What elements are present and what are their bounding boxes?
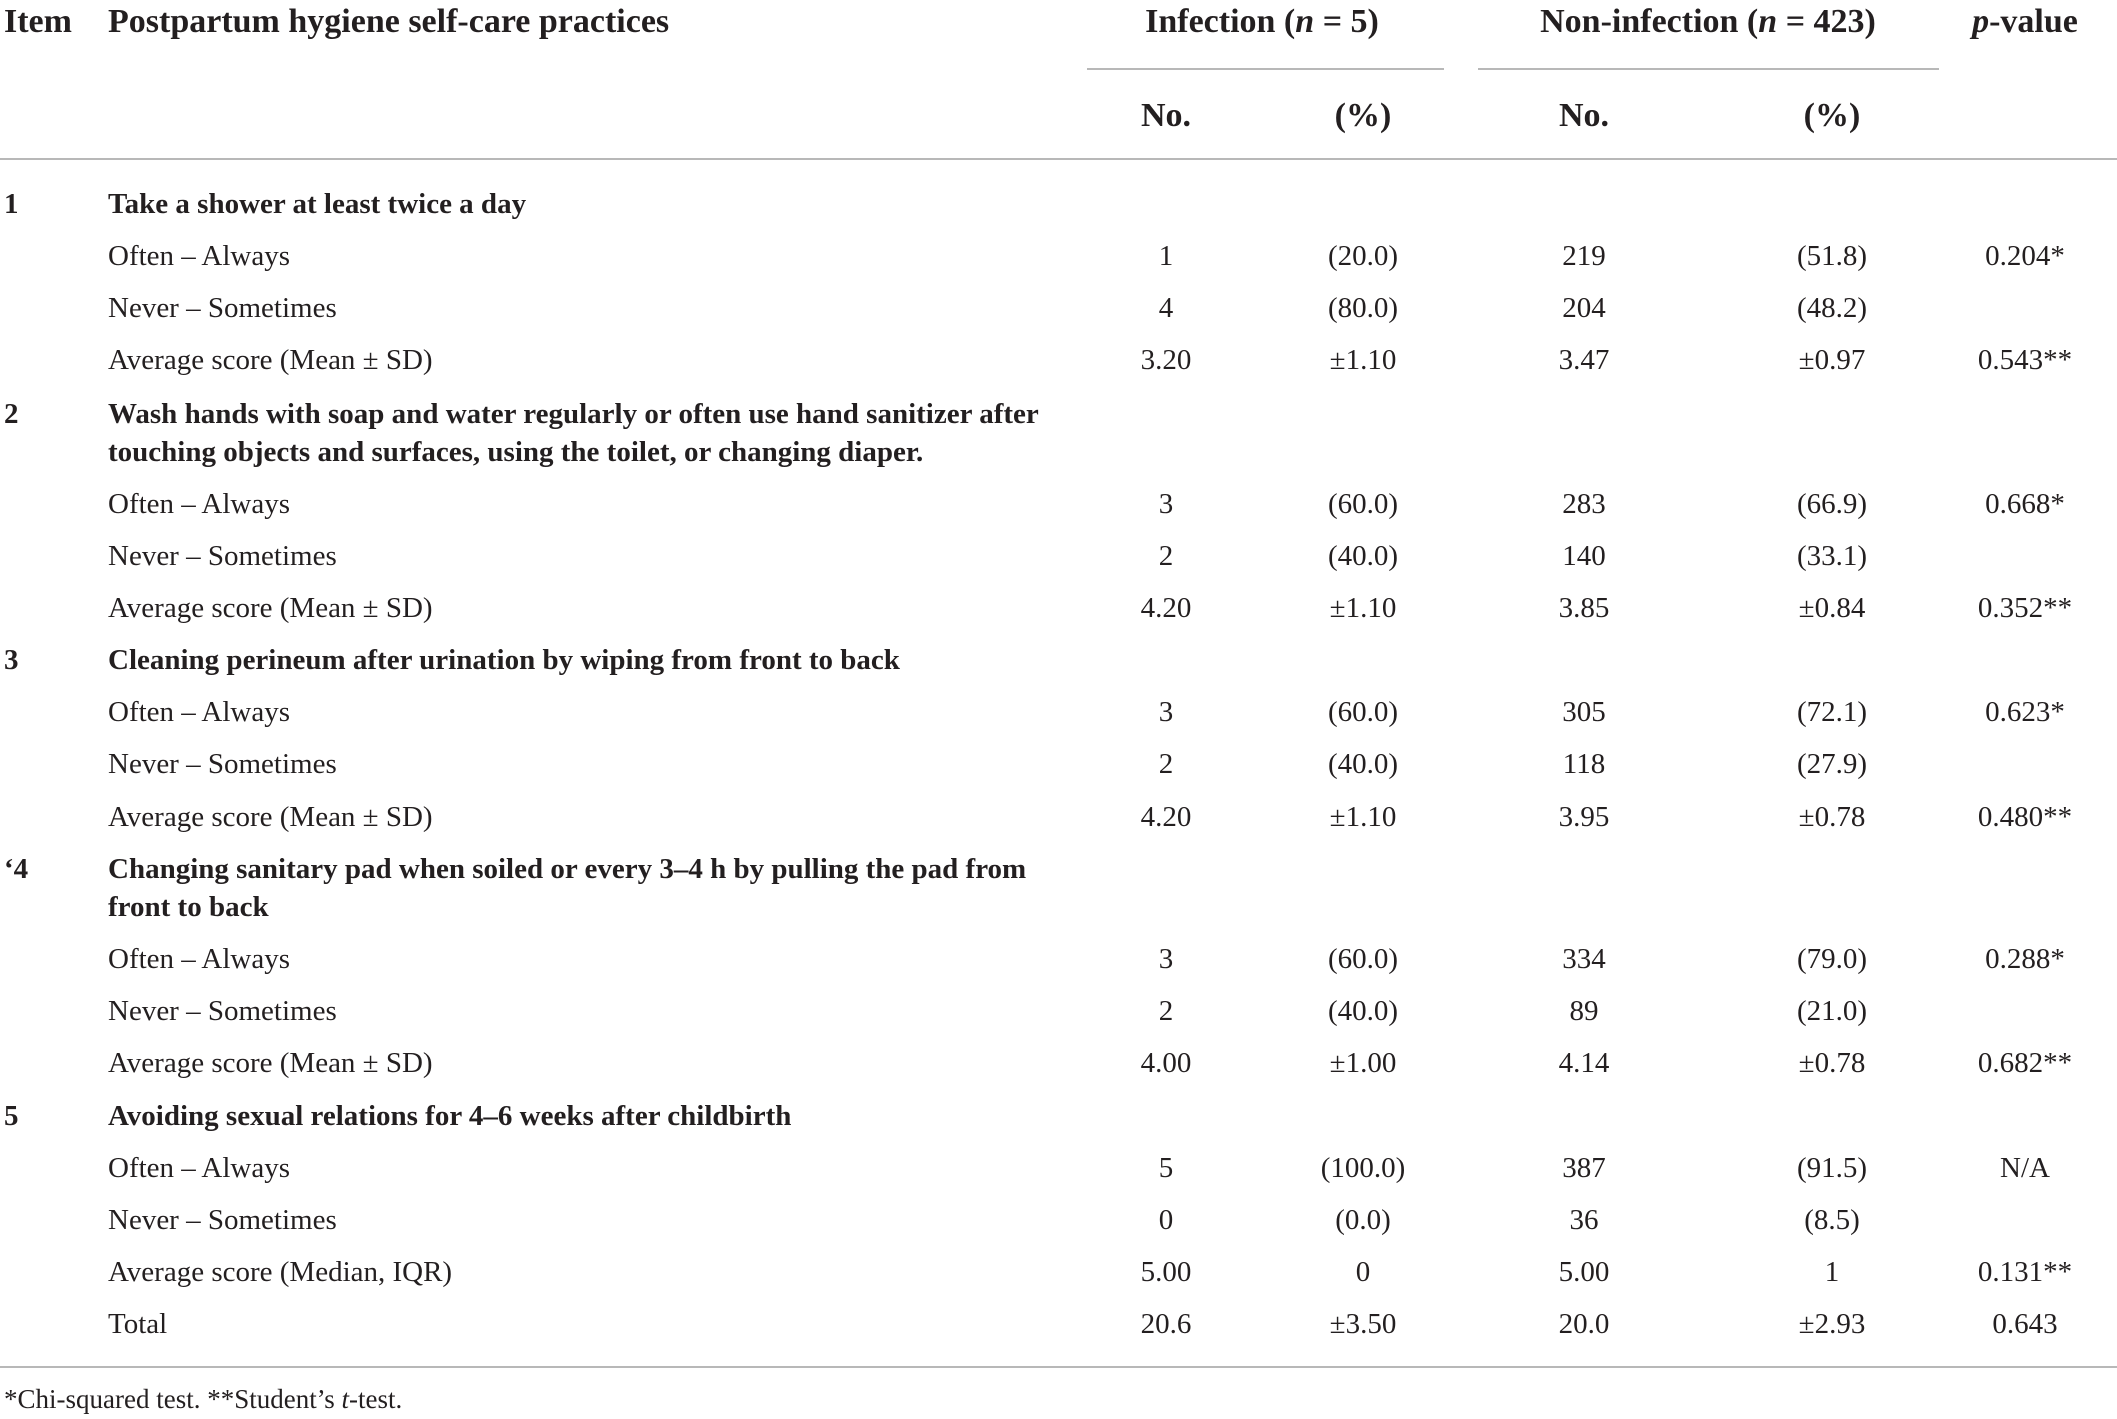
noninfection-pct-cell: 1 [1824, 1256, 1840, 1288]
header-noninfection-pct: (%) [1803, 97, 1861, 134]
noninfection-no-cell: 89 [1569, 995, 1599, 1027]
infection-pct-cell: ±1.10 [1329, 801, 1397, 833]
header-pvalue-rest: -value [1989, 3, 2078, 40]
pvalue-cell: 0.623* [1985, 696, 2065, 728]
noninfection-group-rule [1478, 68, 1939, 70]
pvalue-cell: 0.682** [1977, 1047, 2073, 1079]
infection-no-cell: 0 [1158, 1204, 1174, 1236]
infection-no-cell: 2 [1158, 748, 1174, 780]
table-bottom-rule [0, 1366, 2117, 1368]
noninfection-no-cell: 118 [1562, 748, 1606, 780]
noninfection-no-cell: 3.85 [1558, 592, 1610, 624]
infection-no-cell: 20.6 [1140, 1308, 1192, 1340]
pvalue-cell: 0.131** [1977, 1256, 2073, 1288]
noninfection-no-cell: 36 [1569, 1204, 1599, 1236]
header-pvalue-p: p [1972, 3, 1990, 40]
noninfection-pct-cell: ±0.97 [1798, 344, 1866, 376]
noninfection-no-cell: 5.00 [1558, 1256, 1610, 1288]
row-label: Total [108, 1308, 168, 1340]
noninfection-pct-cell: (66.9) [1796, 488, 1868, 520]
noninfection-pct-cell: (79.0) [1796, 943, 1868, 975]
row-label: Never – Sometimes [108, 995, 337, 1027]
header-practices: Postpartum hygiene self-care practices [108, 3, 670, 40]
infection-pct-cell: (60.0) [1327, 943, 1399, 975]
infection-no-cell: 4 [1158, 292, 1174, 324]
pvalue-cell: 0.668* [1985, 488, 2065, 520]
row-label: Average score (Median, IQR) [108, 1256, 453, 1288]
infection-pct-cell: (40.0) [1327, 540, 1399, 572]
noninfection-pct-cell: (8.5) [1804, 1204, 1860, 1236]
noninfection-pct-cell: (72.1) [1796, 696, 1868, 728]
item-number: 3 [4, 644, 19, 676]
row-label: Never – Sometimes [108, 540, 337, 572]
row-label: Average score (Mean ± SD) [108, 344, 433, 376]
row-label: Often – Always [108, 943, 291, 975]
footnote [4, 1381, 402, 1417]
noninfection-no-cell: 140 [1562, 540, 1606, 572]
footnote-post: -test. [349, 1384, 403, 1414]
item-title: Cleaning perineum after urination by wiping from front to back [108, 644, 900, 676]
header-infection-pre: Infection ( [1145, 3, 1296, 40]
noninfection-no-cell: 305 [1562, 696, 1606, 728]
noninfection-no-cell: 219 [1562, 240, 1606, 272]
item-number: 5 [4, 1100, 19, 1132]
infection-no-cell: 4.00 [1140, 1047, 1192, 1079]
header-infection-no: No. [1140, 97, 1192, 134]
infection-pct-cell: (100.0) [1320, 1152, 1406, 1184]
pvalue-cell: 0.288* [1985, 943, 2065, 975]
item-number: 2 [4, 398, 19, 430]
infection-no-cell: 5.00 [1140, 1256, 1192, 1288]
header-pvalue [1972, 0, 2078, 44]
noninfection-pct-cell: (91.5) [1796, 1152, 1868, 1184]
item-title: Avoiding sexual relations for 4–6 weeks after childbirth [108, 1100, 792, 1132]
row-label: Never – Sometimes [108, 1204, 337, 1236]
pvalue-cell: 0.480** [1977, 801, 2073, 833]
noninfection-pct-cell: (21.0) [1796, 995, 1868, 1027]
pvalue-cell: 0.643 [1992, 1308, 2058, 1340]
infection-pct-cell: (60.0) [1327, 488, 1399, 520]
noninfection-pct-cell: (48.2) [1796, 292, 1868, 324]
noninfection-pct-cell: ±2.93 [1798, 1308, 1866, 1340]
noninfection-no-cell: 4.14 [1558, 1047, 1610, 1079]
infection-no-cell: 3 [1158, 488, 1174, 520]
header-noninfection-no: No. [1558, 97, 1610, 134]
item-title: Changing sanitary pad when soiled or every 3–4 h by pulling the pad from front to back [108, 853, 1027, 923]
row-label: Average score (Mean ± SD) [108, 592, 433, 624]
footnote-pre: *Chi-squared test. **Student’s [4, 1384, 342, 1414]
footnote-t: t [341, 1384, 349, 1414]
item-number: ‘4 [4, 853, 29, 885]
infection-pct-cell: (80.0) [1327, 292, 1399, 324]
noninfection-no-cell: 283 [1562, 488, 1606, 520]
infection-pct-cell: ±3.50 [1329, 1308, 1397, 1340]
noninfection-pct-cell: (27.9) [1796, 748, 1868, 780]
infection-no-cell: 3 [1158, 696, 1174, 728]
infection-pct-cell: (60.0) [1327, 696, 1399, 728]
header-infection-pct: (%) [1334, 97, 1392, 134]
pvalue-cell: 0.352** [1977, 592, 2073, 624]
row-label: Often – Always [108, 1152, 291, 1184]
pvalue-cell: N/A [2000, 1152, 2050, 1184]
infection-pct-cell: (20.0) [1327, 240, 1399, 272]
noninfection-pct-cell: (51.8) [1796, 240, 1868, 272]
infection-pct-cell: (0.0) [1335, 1204, 1391, 1236]
noninfection-no-cell: 3.95 [1558, 801, 1610, 833]
noninfection-pct-cell: ±0.84 [1798, 592, 1866, 624]
infection-no-cell: 3 [1158, 943, 1174, 975]
noninfection-pct-cell: ±0.78 [1798, 1047, 1866, 1079]
infection-pct-cell: ±1.00 [1329, 1047, 1397, 1079]
row-label: Never – Sometimes [108, 292, 337, 324]
row-label: Often – Always [108, 240, 291, 272]
infection-pct-cell: (40.0) [1327, 748, 1399, 780]
header-noninfection-post: = 423) [1777, 3, 1876, 40]
noninfection-no-cell: 387 [1562, 1152, 1606, 1184]
header-item: Item [4, 3, 72, 40]
noninfection-pct-cell: ±0.78 [1798, 801, 1866, 833]
infection-no-cell: 4.20 [1140, 801, 1192, 833]
infection-no-cell: 3.20 [1140, 344, 1192, 376]
header-bottom-rule [0, 158, 2117, 160]
row-label: Often – Always [108, 696, 291, 728]
infection-pct-cell: (40.0) [1327, 995, 1399, 1027]
infection-no-cell: 4.20 [1140, 592, 1192, 624]
row-label: Average score (Mean ± SD) [108, 801, 433, 833]
header-noninfection-n: n [1758, 3, 1778, 40]
item-title: Take a shower at least twice a day [108, 188, 527, 220]
header-infection-n: n [1295, 3, 1315, 40]
header-noninfection-pre: Non-infection ( [1540, 3, 1759, 40]
infection-pct-cell: 0 [1355, 1256, 1371, 1288]
header-noninfection [1540, 0, 1876, 44]
noninfection-no-cell: 334 [1562, 943, 1606, 975]
row-label: Often – Always [108, 488, 291, 520]
infection-no-cell: 1 [1158, 240, 1174, 272]
noninfection-no-cell: 3.47 [1558, 344, 1610, 376]
infection-pct-cell: ±1.10 [1329, 592, 1397, 624]
infection-no-cell: 5 [1158, 1152, 1174, 1184]
noninfection-no-cell: 204 [1562, 292, 1606, 324]
header-infection [1145, 0, 1379, 44]
item-title: Wash hands with soap and water regularly or often use hand sanitizer after touching objects and surfaces, using the toilet, or changing diaper. [108, 398, 1039, 468]
pvalue-cell: 0.204* [1985, 240, 2065, 272]
noninfection-no-cell: 20.0 [1558, 1308, 1610, 1340]
row-label: Never – Sometimes [108, 748, 337, 780]
infection-pct-cell: ±1.10 [1329, 344, 1397, 376]
noninfection-pct-cell: (33.1) [1796, 540, 1868, 572]
infection-no-cell: 2 [1158, 995, 1174, 1027]
infection-group-rule [1087, 68, 1444, 70]
header-infection-post: = 5) [1314, 3, 1379, 40]
row-label: Average score (Mean ± SD) [108, 1047, 433, 1079]
infection-no-cell: 2 [1158, 540, 1174, 572]
item-number: 1 [4, 188, 19, 220]
pvalue-cell: 0.543** [1977, 344, 2073, 376]
